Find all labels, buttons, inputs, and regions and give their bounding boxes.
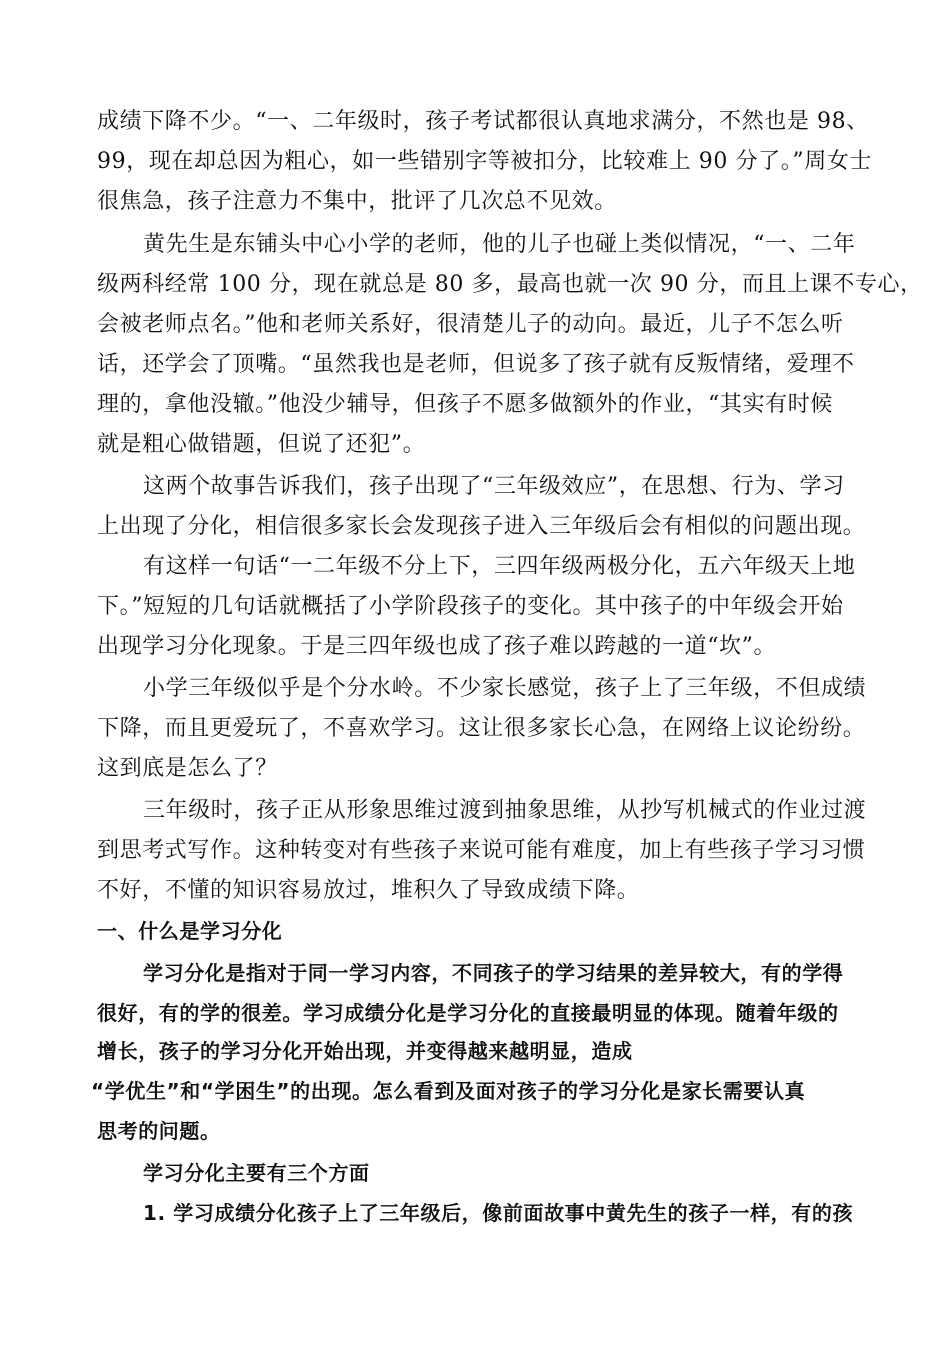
paragraph-line: 不好，不懂的知识容易放过，堆积久了导致成绩下降。 [97, 878, 640, 903]
paragraph-line: 有这样一句话“一二年级不分上下，三四年级两极分化，五六年级天上地 [143, 554, 856, 579]
paragraph-line: 增长，孩子的学习分化开始出现，并变得越来越明显，造成 [97, 1039, 633, 1063]
paragraph-line: 黄先生是东铺头中心小学的老师，他的儿子也碰上类似情况，“一、二年 [143, 232, 856, 257]
paragraph-line: 很焦急，孩子注意力不集中，批评了几次总不见效。 [97, 189, 617, 214]
paragraph-line: 99，现在却总因为粗心，如一些错别字等被扣分，比较难上 90 分了。”周女士 [97, 149, 873, 174]
paragraph-line: 成绩下降不少。“一、二年级时，孩子考试都很认真地求满分，不然也是 98、 [97, 109, 869, 134]
paragraph-line: “学优生”和“学困生”的出现。怎么看到及面对孩子的学习分化是家长需要认真 [91, 1079, 806, 1103]
paragraph-line: 就是粗心做错题，但说了还犯”。 [97, 432, 426, 457]
paragraph-line: 下。”短短的几句话就概括了小学阶段孩子的变化。其中孩子的中年级会开始 [97, 594, 844, 619]
paragraph-line: 小学三年级似乎是个分水岭。不少家长感觉，孩子上了三年级，不但成绩 [143, 676, 867, 701]
section-heading: 一、什么是学习分化 [97, 919, 283, 943]
paragraph-line: 话，还学会了顶嘴。“虽然我也是老师，但说多了孩子就有反叛情绪，爱理不 [97, 352, 855, 377]
paragraph-line: 这两个故事告诉我们，孩子出现了“三年级效应”，在思想、行为、学习 [143, 474, 845, 499]
paragraph-line: 上出现了分化，相信很多家长会发现孩子进入三年级后会有相似的问题出现。 [97, 514, 866, 539]
paragraph-line: 出现学习分化现象。于是三四年级也成了孩子难以跨越的一道“坎”。 [97, 634, 777, 659]
paragraph-line: 到思考式写作。这种转变对有些孩子来说可能有难度，加上有些孩子学习习惯 [97, 838, 866, 863]
paragraph-line: 理的，拿他没辙。”他没少辅导，但孩子不愿多做额外的作业，“其实有时候 [97, 392, 833, 417]
paragraph-line: 学习分化是指对于同一学习内容，不同孩子的学习结果的差异较大，有的学得 [143, 961, 844, 985]
paragraph-line: 下降，而且更爱玩了，不喜欢学习。这让很多家长心急，在网络上议论纷纷。 [97, 716, 866, 741]
paragraph-line: 会被老师点名。”他和老师关系好，很清楚儿子的动向。最近，儿子不怎么听 [97, 312, 844, 337]
paragraph-line: 三年级时，孩子正从形象思维过渡到抽象思维，从抄写机械式的作业过渡 [143, 798, 867, 823]
paragraph-line: 思考的问题。 [97, 1119, 221, 1143]
list-item: 1. 学习成绩分化孩子上了三年级后，像前面故事中黄先生的孩子一样，有的孩 [143, 1201, 854, 1225]
paragraph-line: 级两科经常 100 分，现在就总是 80 多，最高也就一次 90 分，而且上课不专心， [97, 272, 923, 297]
paragraph-line: 这到底是怎么了？ [97, 756, 278, 781]
paragraph-line: 很好，有的学的很差。学习成绩分化是学习分化的直接最明显的体现。随着年级的 [97, 1001, 839, 1025]
subheading: 学习分化主要有三个方面 [143, 1161, 370, 1185]
